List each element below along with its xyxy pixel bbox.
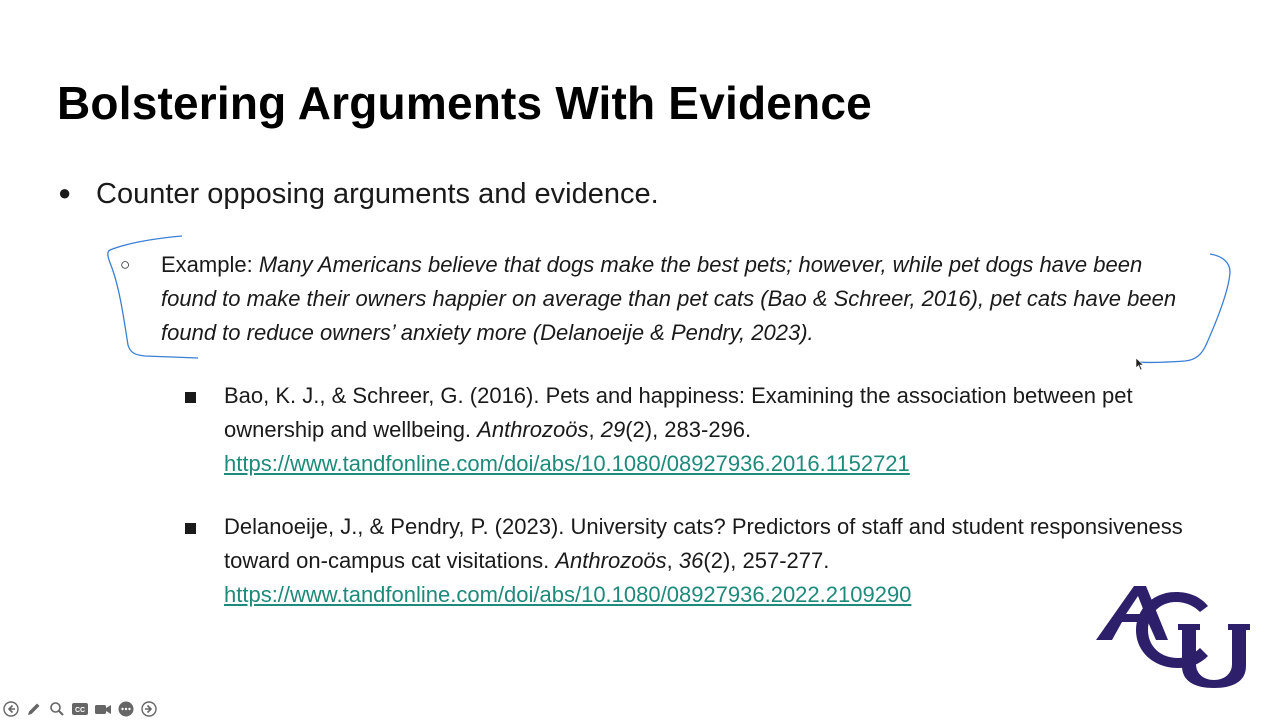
square-bullet-icon bbox=[185, 392, 196, 403]
reference-volume: 36 bbox=[678, 548, 704, 573]
hollow-bullet-icon: ○ bbox=[120, 255, 131, 274]
reference-link[interactable]: https://www.tandfonline.com/doi/abs/10.1080/08927936.2022.2109290 bbox=[224, 582, 912, 607]
main-bullet-text: Counter opposing arguments and evidence. bbox=[96, 178, 659, 210]
reference-text bbox=[224, 510, 1225, 612]
bullet-dot-icon: ● bbox=[58, 180, 72, 205]
example-prefix: Example: bbox=[161, 252, 259, 277]
reference-issue-pages: (2), 283-296. bbox=[625, 417, 752, 442]
reference-item bbox=[185, 510, 1225, 612]
reference-journal: Anthrozoös bbox=[555, 548, 667, 573]
square-bullet-icon bbox=[185, 523, 196, 534]
example-text bbox=[161, 248, 1200, 350]
main-bullet bbox=[58, 178, 659, 211]
more-options-icon bbox=[118, 701, 134, 717]
more-options-button[interactable] bbox=[117, 700, 135, 718]
reference-text bbox=[224, 379, 1225, 481]
reference-issue-pages: (2), 257-277. bbox=[703, 548, 830, 573]
example-italic-text: Many Americans believe that dogs make the best pets; however, while pet dogs have been found to make their owners happier on average than pet cats (Bao & Schreer, 2016), pet cats have been found to reduce owners’ anxiety more (Delanoeije & Pendry, 2023). bbox=[161, 252, 1177, 345]
camera-button[interactable] bbox=[94, 700, 112, 718]
previous-slide-button[interactable] bbox=[2, 700, 20, 718]
reference-link[interactable]: https://www.tandfonline.com/doi/abs/10.1080/08927936.2016.1152721 bbox=[224, 451, 910, 476]
captions-icon bbox=[71, 702, 89, 716]
svg-text:CC: CC bbox=[74, 707, 86, 714]
presenter-toolbar bbox=[0, 698, 158, 720]
mouse-pointer-icon bbox=[1135, 357, 1145, 371]
reference-volume: 29 bbox=[600, 417, 626, 442]
slide-title: Bolstering Arguments With Evidence bbox=[57, 77, 872, 129]
next-slide-button[interactable] bbox=[140, 700, 158, 718]
zoom-button[interactable] bbox=[48, 700, 66, 718]
next-slide-icon bbox=[141, 701, 157, 717]
reference-item bbox=[185, 379, 1225, 481]
pen-tool-button[interactable] bbox=[25, 700, 43, 718]
reference-separator: , bbox=[588, 417, 601, 442]
reference-citation: Delanoeije, J., & Pendry, P. (2023). University cats? Predictors of staff and student responsiveness toward on-campus cat visitations. bbox=[224, 514, 1183, 573]
reference-citation: Bao, K. J., & Schreer, G. (2016). Pets and happiness: Examining the association between pet ownership and wellbeing. bbox=[224, 383, 1133, 442]
reference-journal: Anthrozoös bbox=[477, 417, 589, 442]
captions-button[interactable] bbox=[71, 700, 89, 718]
reference-separator: , bbox=[666, 548, 679, 573]
previous-slide-icon bbox=[3, 701, 19, 717]
zoom-icon bbox=[49, 701, 65, 717]
pen-icon bbox=[26, 701, 42, 717]
camera-icon bbox=[94, 702, 112, 716]
example-bullet bbox=[120, 248, 1200, 350]
acu-logo bbox=[1090, 578, 1252, 690]
